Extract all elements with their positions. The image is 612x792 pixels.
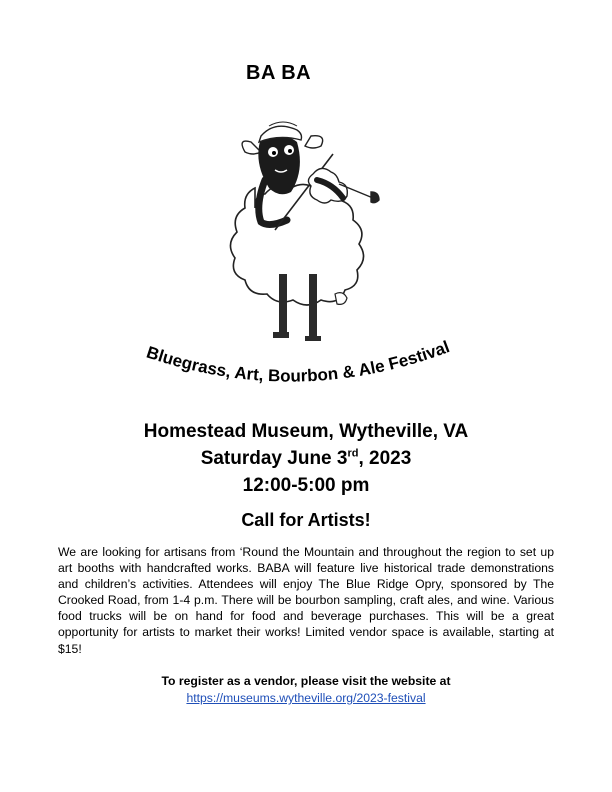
call-heading: Call for Artists! — [241, 510, 371, 530]
register-lead: To register as a vendor, please visit the website at — [161, 674, 451, 688]
register-link[interactable]: https://museums.wytheville.org/2023-festival — [186, 691, 426, 705]
event-date: Saturday June 3rd, 2023 — [200, 447, 412, 469]
fiddling-sheep-icon — [215, 118, 395, 346]
festival-subtitle-arc — [118, 318, 478, 408]
svg-text:Bluegrass, Art, Bourbon & Ale — [144, 337, 452, 385]
venue: Homestead Museum, Wytheville, VA — [143, 421, 469, 442]
event-details — [0, 418, 612, 499]
festival-subtitle: Bluegrass, Art, Bourbon & Ale Festival — [144, 337, 453, 386]
register-section — [0, 673, 612, 707]
page-title: BA BA — [246, 62, 312, 84]
event-time: 12:00-5:00 pm — [242, 475, 370, 496]
description-paragraph: We are looking for artisans from ‘Round the Mountain and throughout the region to set up art booths with handcrafted works. BABA will feature live historical trade demonstrations and children’s activities. Attendees will enjoy The Blue Ridge Opry, sponsored by The Crooked Road, from 1-4 p.m. There will be bourbon sampling, craft ales, and wine. Various food trucks will be on hand for food and beverage purchases. This will be a great opportunity for artists to market their works! Limited vendor space is available, starting at $15! — [58, 545, 554, 656]
